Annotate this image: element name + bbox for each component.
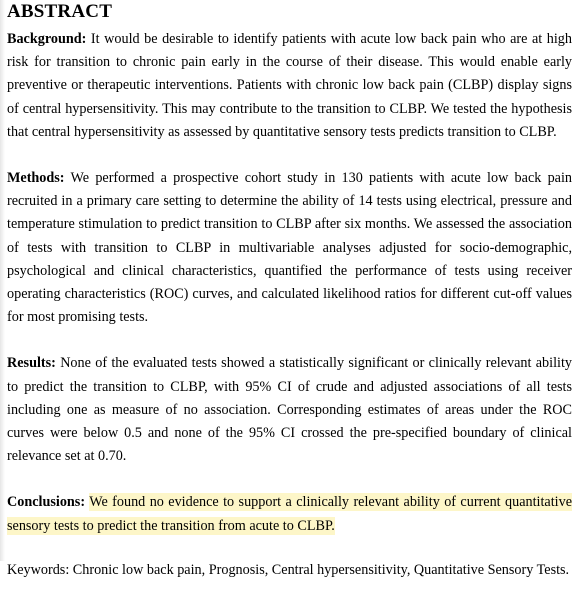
keywords-line: Keywords: Chronic low back pain, Prognosis, Central hypersensitivity, Quantitative Sensory Tests. xyxy=(7,561,570,578)
background-label: Background: xyxy=(7,31,87,47)
page-edge-shadow xyxy=(0,0,5,561)
abstract-heading: ABSTRACT xyxy=(7,1,113,22)
background-text: It would be desirable to identify patients with acute low back pain who are at high risk for transition to chronic pain early in the course of their disease. This would enable early preventive or therapeutic interventions. Patients with chronic low back pain (CLBP) display signs of central hypersensitivity. This may contribute to the transition to CLBP. We tested the hypothesis that central hypersensitivity as assessed by quantitative sensory tests predicts transition to CLBP. xyxy=(7,31,572,140)
conclusions-label: Conclusions: xyxy=(7,494,86,511)
abstract-content xyxy=(7,1,572,596)
results-paragraph xyxy=(7,352,572,468)
results-label: Results: xyxy=(7,355,56,372)
methods-paragraph xyxy=(7,167,572,329)
conclusions-highlighted-text: We found no evidence to support a clinically relevant ability of current quantitative sensory tests to predict the transition from acute to CLBP. xyxy=(7,494,572,534)
methods-label: Methods: xyxy=(7,170,65,187)
conclusions-paragraph xyxy=(7,491,572,537)
methods-text: We performed a prospective cohort study in 130 patients with acute low back pain recruited in a primary care setting to determine the ability of 14 tests using electrical, pressure and temperature stimulation to predict transition to CLBP after six months. We assessed the association of tests with transition to CLBP in multivariable analyses adjusted for socio-demographic, psychological and clinical characteristics, quantified the performance of tests using receiver operating characteristics (ROC) curves, and calculated likelihood ratios for different cut-off values for most promising tests. xyxy=(7,170,572,326)
background-paragraph xyxy=(7,28,572,144)
results-text: None of the evaluated tests showed a statistically significant or clinically relevant ability to predict the transition to CLBP, with 95% CI of crude and adjusted associations of all tests including one as measure of no association. Corresponding estimates of areas under the ROC curves were below 0.5 and none of the 95% CI crossed the pre-specified boundary of clinical relevance set at 0.70. xyxy=(7,355,573,465)
